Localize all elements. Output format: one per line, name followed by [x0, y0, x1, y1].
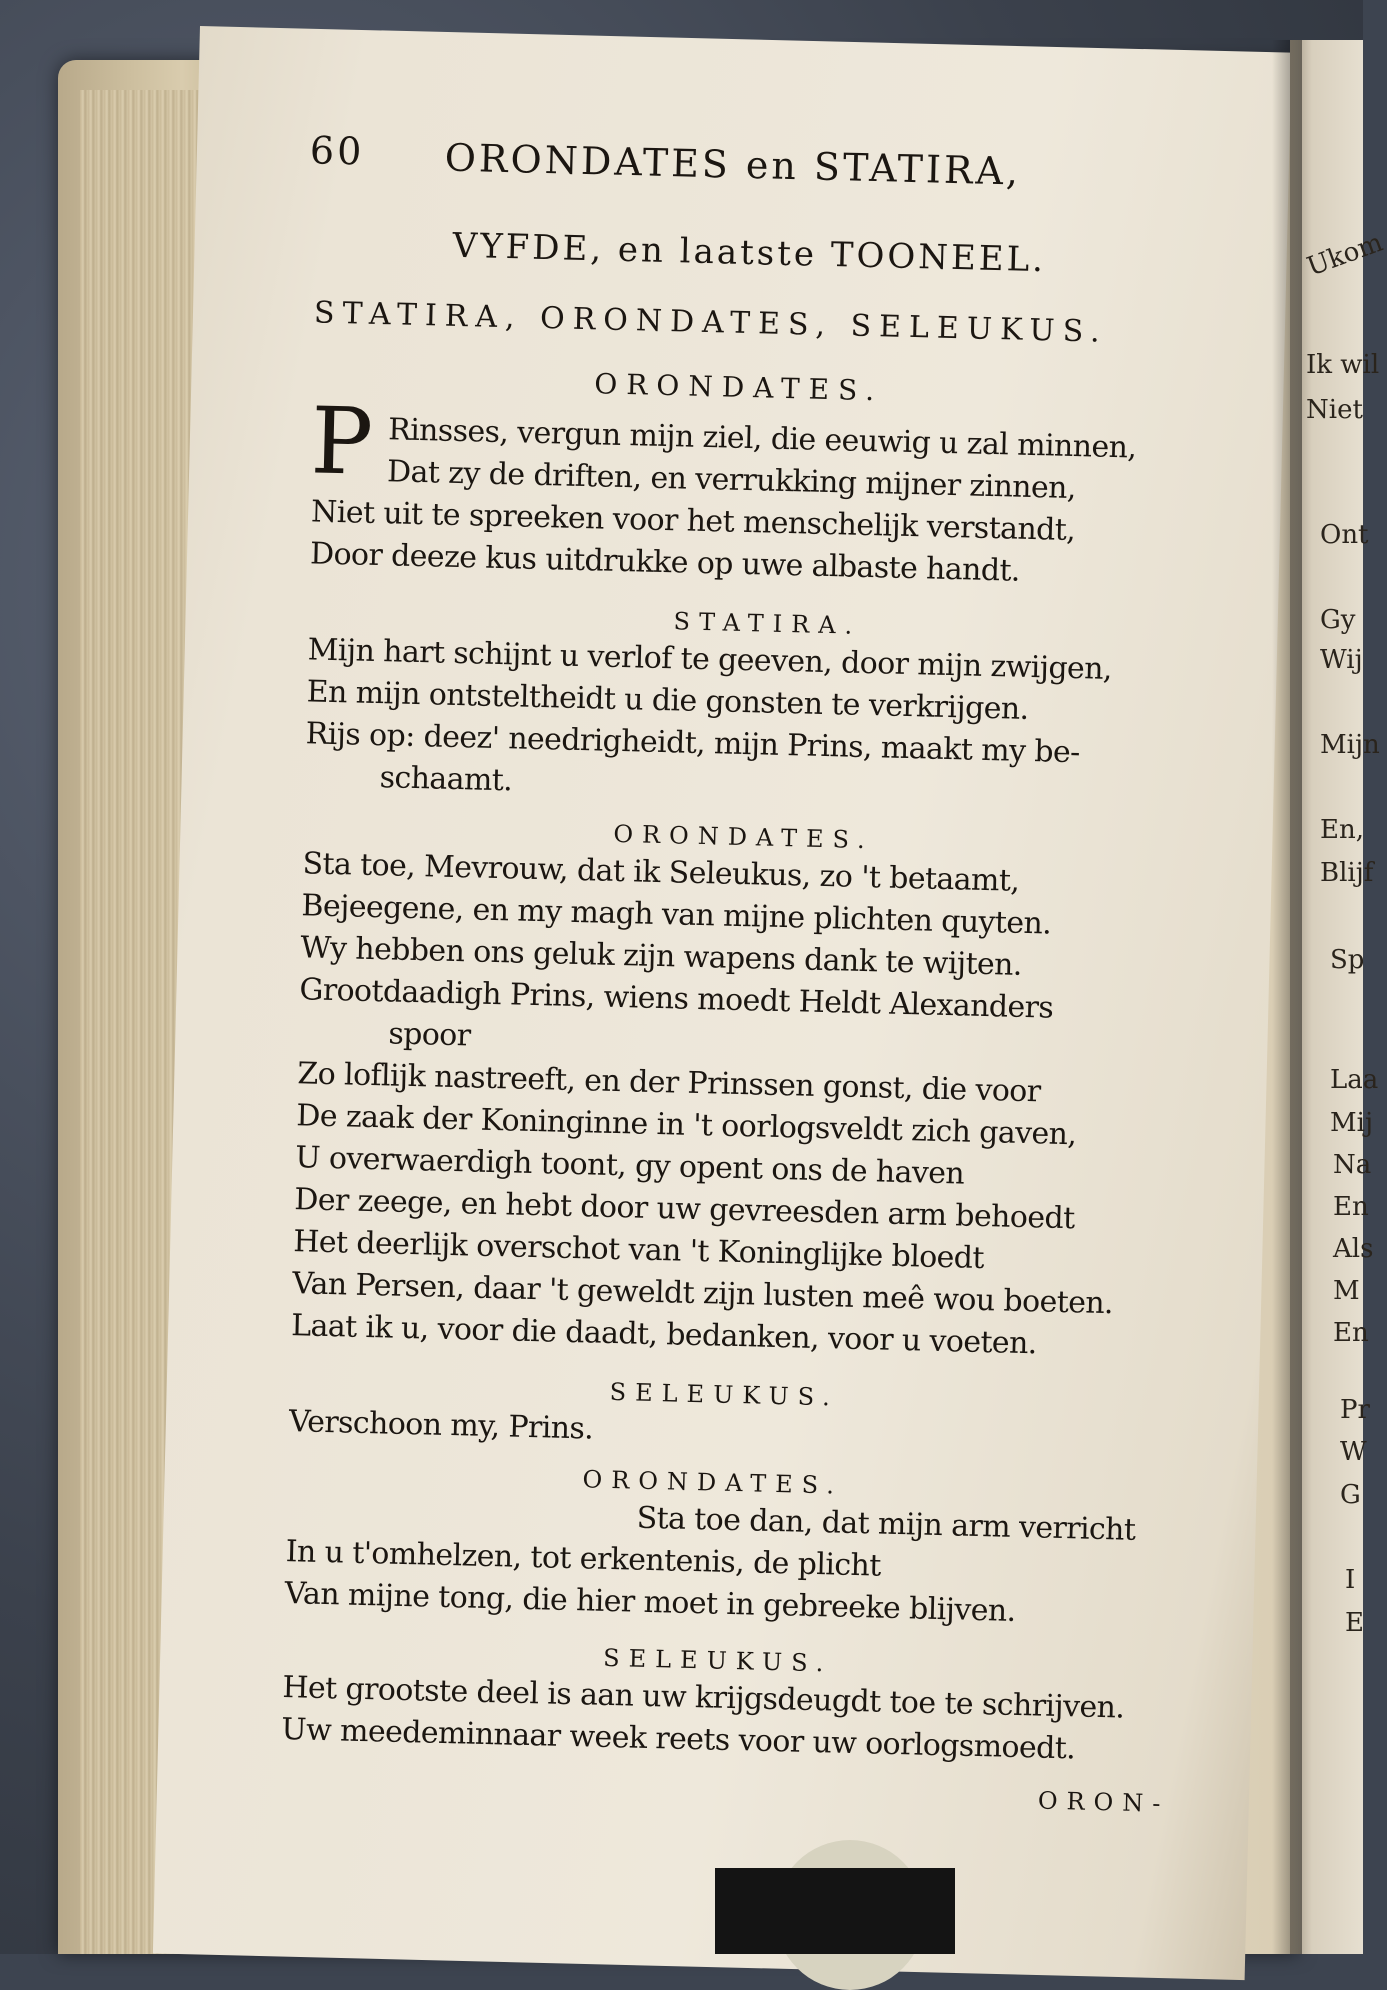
speaker-heading: ORONDATES. [613, 819, 875, 855]
fragment: Ik wil [1306, 350, 1380, 380]
drop-capital: P [309, 387, 375, 496]
fragment: Ont [1320, 520, 1369, 550]
fragment: Blijf [1320, 858, 1374, 888]
verse-line: Van mijne tong, die hier moet in gebreeke blijven. [284, 1576, 1016, 1629]
verse-line: Door deeze kus uitdrukke op uwe albaste handt. [309, 536, 1021, 589]
fragment: Niet [1306, 395, 1363, 425]
verse-line: Rijs op: deez' needrigheidt, mijn Prins, maakt my be- [305, 716, 1081, 771]
fragment: Pr [1340, 1395, 1370, 1425]
fragment: Ukom [1303, 227, 1387, 283]
verse-line: Mijn hart schijnt u verlof te geeven, door mijn zwijgen, [307, 632, 1113, 687]
verse-line: Zo loflijk nastreeft, en der Prinssen gonst, die voor [297, 1056, 1041, 1110]
fragment: Mijn [1320, 730, 1380, 760]
running-title: ORONDATES en STATIRA, [444, 135, 1022, 194]
verse-line: Bejeegene, en my magh van mijne plichten quyten. [301, 888, 1052, 942]
character-list: STATIRA, ORONDATES, SELEUKUS. [313, 295, 1109, 350]
fragment: Als [1333, 1234, 1374, 1264]
fragment: Sp [1330, 945, 1365, 975]
speaker-heading: SELEUKUS. [609, 1377, 840, 1412]
verse-line: Niet uit te spreeken voor het menschelijk verstandt, [310, 494, 1076, 549]
verse-line: Der zeege, en hebt door uw gevreesden arm behoedt [293, 1182, 1075, 1237]
verse-line: Rinsses, vergun mijn ziel, die eeuwig u zal minnen, [387, 412, 1137, 466]
verse-line: schaamt. [379, 760, 513, 799]
verse-line: Grootdaadigh Prins, wiens moedt Heldt Alexanders [299, 972, 1054, 1026]
fragment: E [1345, 1608, 1364, 1638]
fragment: Mij [1330, 1108, 1373, 1138]
verse-line: Uw meedeminnaar week reets voor uw oorlogsmoedt. [280, 1712, 1076, 1767]
verse-line: spoor [388, 1016, 471, 1054]
fragment: Na [1333, 1150, 1372, 1180]
fragment: En [1333, 1318, 1369, 1348]
book-stand-base [715, 1868, 955, 1954]
fragment: Laa [1330, 1065, 1379, 1095]
scene-title: VYFDE, en laatste TOONEEL. [452, 225, 1047, 281]
fragment: En, [1320, 815, 1364, 845]
fragment: Wij [1320, 645, 1363, 675]
verse-line: In u t'omhelzen, tot erkentenis, de plicht [285, 1534, 882, 1584]
verse-line: Het deerlijk overschot van 't Koninglijke bloedt [292, 1224, 985, 1277]
page-number: 60 [309, 128, 365, 174]
verse-line: Verschoon my, Prins. [288, 1404, 594, 1447]
verse-line: Wy hebben ons geluk zijn wapens dank te wijten. [300, 930, 1023, 983]
verse-line: Laat ik u, voor die daadt, bedanken, voor u voeten. [290, 1308, 1038, 1362]
verse-line: Het grootste deel is aan uw krijgsdeugdt toe te schrijven. [282, 1670, 1125, 1726]
verse-line: Van Persen, daar 't geweldt zijn lusten meê wou boeten. [291, 1266, 1114, 1322]
fragment: G [1340, 1480, 1361, 1510]
verse-line: U overwaerdigh toont, gy opent ons de haven [294, 1140, 965, 1192]
catchword: ORON- [1037, 1786, 1170, 1818]
verse-line: En mijn ontsteltheidt u die gonsten te verkrijgen. [306, 674, 1029, 727]
verse-line: Sta toe, Mevrouw, dat ik Seleukus, zo 't betaamt, [302, 846, 1020, 899]
speaker-heading: ORONDATES. [582, 1465, 844, 1500]
speaker-heading: ORONDATES. [593, 367, 884, 408]
fragment: M [1333, 1276, 1360, 1306]
verse-line: Dat zy de driften, en verrukking mijner zinnen, [386, 454, 1077, 507]
fragment: I [1345, 1565, 1356, 1595]
verse-line: Sta toe dan, dat mijn arm verricht [636, 1500, 1136, 1548]
speaker-heading: SELEUKUS. [602, 1643, 833, 1678]
speaker-heading: STATIRA. [673, 607, 862, 640]
fragment: En [1333, 1192, 1369, 1222]
fragment: Gy [1320, 605, 1356, 635]
fragment: W [1340, 1437, 1367, 1467]
verse-line: De zaak der Koninginne in 't oorlogsveldt zich gaven, [295, 1098, 1077, 1153]
